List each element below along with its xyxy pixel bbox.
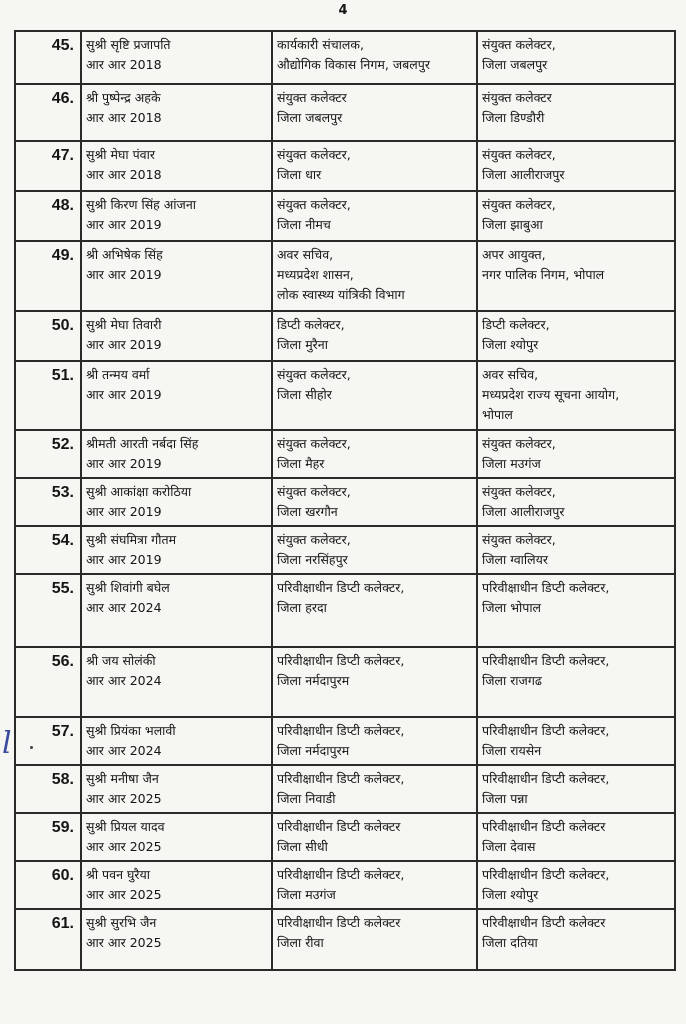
new-posting-line: नगर पालिक निगम, भोपाल bbox=[482, 267, 605, 282]
current-posting-line: जिला सीधी bbox=[277, 839, 328, 854]
current-posting-line: औद्योगिक विकास निगम, जबलपुर bbox=[277, 57, 430, 72]
new-posting-line: परिवीक्षाधीन डिप्टी कलेक्टर bbox=[482, 819, 606, 834]
current-posting-line: जिला मैहर bbox=[277, 456, 325, 471]
new-posting-line: अपर आयुक्त, bbox=[482, 247, 546, 262]
serial-number: 50. bbox=[15, 311, 81, 361]
officer-name: सुश्री किरण सिंह आंजना bbox=[86, 197, 196, 212]
serial-number: 52. bbox=[15, 430, 81, 478]
officer-name: सुश्री मनीषा जैन bbox=[86, 771, 159, 786]
officer-name: सुश्री मेघा पंवार bbox=[86, 147, 155, 162]
officer-batch: आर आर 2018 bbox=[86, 57, 162, 72]
new-posting-line: डिप्टी कलेक्टर, bbox=[482, 317, 550, 332]
current-posting-line: परिवीक्षाधीन डिप्टी कलेक्टर, bbox=[277, 653, 405, 668]
new-posting-cell bbox=[477, 241, 675, 311]
current-posting-line: जिला नर्मदापुरम bbox=[277, 743, 350, 758]
new-posting-cell bbox=[477, 717, 675, 765]
current-posting-line: परिवीक्षाधीन डिप्टी कलेक्टर, bbox=[277, 771, 405, 786]
serial-number: 48. bbox=[15, 191, 81, 241]
officer-cell bbox=[81, 430, 272, 478]
new-posting-line: जिला देवास bbox=[482, 839, 536, 854]
officer-name: श्री जय सोलंकी bbox=[86, 653, 156, 668]
officer-name: श्रीमती आरती नर्बदा सिंह bbox=[86, 436, 199, 451]
new-posting-line: जिला श्योपुर bbox=[482, 887, 539, 902]
current-posting-cell bbox=[272, 765, 477, 813]
new-posting-line: जिला डिण्डौरी bbox=[482, 110, 545, 125]
new-posting-line: संयुक्त कलेक्टर, bbox=[482, 484, 556, 499]
current-posting-line: संयुक्त कलेक्टर, bbox=[277, 147, 351, 162]
officer-name: सुश्री संघमित्रा गौतम bbox=[86, 532, 177, 547]
officer-batch: आर आर 2025 bbox=[86, 935, 162, 950]
officer-batch: आर आर 2019 bbox=[86, 552, 162, 567]
new-posting-line: जिला आलीराजपुर bbox=[482, 167, 565, 182]
current-posting-line: संयुक्त कलेक्टर, bbox=[277, 367, 351, 382]
new-posting-line: जिला दतिया bbox=[482, 935, 538, 950]
new-posting-line: मध्यप्रदेश राज्य सूचना आयोग, bbox=[482, 387, 620, 402]
new-posting-cell bbox=[477, 574, 675, 647]
transfer-table-body bbox=[15, 31, 675, 970]
new-posting-cell bbox=[477, 861, 675, 909]
table-row bbox=[15, 141, 675, 191]
current-posting-line: संयुक्त कलेक्टर, bbox=[277, 484, 351, 499]
table-row bbox=[15, 241, 675, 311]
officer-name: सुश्री मेघा तिवारी bbox=[86, 317, 162, 332]
current-posting-line: डिप्टी कलेक्टर, bbox=[277, 317, 345, 332]
current-posting-cell bbox=[272, 813, 477, 861]
new-posting-line: परिवीक्षाधीन डिप्टी कलेक्टर, bbox=[482, 580, 610, 595]
officer-name: सुश्री प्रियल यादव bbox=[86, 819, 165, 834]
table-row bbox=[15, 430, 675, 478]
new-posting-cell bbox=[477, 430, 675, 478]
new-posting-line: परिवीक्षाधीन डिप्टी कलेक्टर bbox=[482, 915, 606, 930]
new-posting-cell bbox=[477, 361, 675, 430]
current-posting-line: जिला खरगौन bbox=[277, 504, 338, 519]
new-posting-cell bbox=[477, 647, 675, 717]
officer-batch: आर आर 2025 bbox=[86, 839, 162, 854]
current-posting-line: परिवीक्षाधीन डिप्टी कलेक्टर bbox=[277, 819, 401, 834]
serial-number: 60. bbox=[15, 861, 81, 909]
serial-number: 49. bbox=[15, 241, 81, 311]
table-row bbox=[15, 478, 675, 526]
current-posting-cell bbox=[272, 861, 477, 909]
officer-cell bbox=[81, 647, 272, 717]
current-posting-cell bbox=[272, 361, 477, 430]
table-row bbox=[15, 526, 675, 574]
current-posting-line: जिला धार bbox=[277, 167, 322, 182]
new-posting-line: संयुक्त कलेक्टर bbox=[482, 90, 552, 105]
serial-number: 47. bbox=[15, 141, 81, 191]
table-row bbox=[15, 717, 675, 765]
new-posting-line: परिवीक्षाधीन डिप्टी कलेक्टर, bbox=[482, 771, 610, 786]
serial-number: 51. bbox=[15, 361, 81, 430]
new-posting-line: जिला मउगंज bbox=[482, 456, 541, 471]
page-number: 4 bbox=[338, 3, 348, 18]
new-posting-cell bbox=[477, 478, 675, 526]
officer-cell bbox=[81, 909, 272, 970]
current-posting-cell bbox=[272, 31, 477, 84]
serial-number: 56. bbox=[15, 647, 81, 717]
officer-name: सुश्री सृष्टि प्रजापति bbox=[86, 37, 171, 52]
officer-batch: आर आर 2019 bbox=[86, 217, 162, 232]
serial-number: 55. bbox=[15, 574, 81, 647]
current-posting-cell bbox=[272, 526, 477, 574]
current-posting-cell bbox=[272, 647, 477, 717]
current-posting-line: लोक स्वास्थ्य यांत्रिकी विभाग bbox=[277, 287, 405, 302]
current-posting-line: जिला नरसिंहपुर bbox=[277, 552, 348, 567]
officer-name: सुश्री सुरभि जैन bbox=[86, 915, 157, 930]
new-posting-line: जिला श्योपुर bbox=[482, 337, 539, 352]
officer-name: श्री तन्मय वर्मा bbox=[86, 367, 150, 382]
current-posting-line: जिला सीहोर bbox=[277, 387, 332, 402]
officer-cell bbox=[81, 813, 272, 861]
officer-cell bbox=[81, 361, 272, 430]
new-posting-cell bbox=[477, 909, 675, 970]
officer-batch: आर आर 2024 bbox=[86, 600, 162, 615]
current-posting-line: जिला नर्मदापुरम bbox=[277, 673, 350, 688]
table-row bbox=[15, 765, 675, 813]
new-posting-line: जिला जबलपुर bbox=[482, 57, 548, 72]
new-posting-line: जिला पन्ना bbox=[482, 791, 528, 806]
officer-name: श्री पुष्पेन्द्र अहके bbox=[86, 90, 161, 105]
new-posting-cell bbox=[477, 31, 675, 84]
officer-batch: आर आर 2019 bbox=[86, 504, 162, 519]
serial-number: 53. bbox=[15, 478, 81, 526]
officer-batch: आर आर 2019 bbox=[86, 337, 162, 352]
current-posting-line: मध्यप्रदेश शासन, bbox=[277, 267, 354, 282]
current-posting-line: अवर सचिव, bbox=[277, 247, 334, 262]
current-posting-line: जिला मुरैना bbox=[277, 337, 328, 352]
current-posting-cell bbox=[272, 478, 477, 526]
transfer-list-sheet bbox=[14, 30, 686, 1024]
table-row bbox=[15, 361, 675, 430]
current-posting-line: संयुक्त कलेक्टर, bbox=[277, 436, 351, 451]
current-posting-cell bbox=[272, 84, 477, 141]
new-posting-cell bbox=[477, 191, 675, 241]
new-posting-line: जिला राजगढ bbox=[482, 673, 542, 688]
new-posting-line: अवर सचिव, bbox=[482, 367, 539, 382]
current-posting-line: संयुक्त कलेक्टर bbox=[277, 90, 347, 105]
current-posting-cell bbox=[272, 191, 477, 241]
current-posting-line: संयुक्त कलेक्टर, bbox=[277, 197, 351, 212]
current-posting-line: संयुक्त कलेक्टर, bbox=[277, 532, 351, 547]
current-posting-line: जिला हरदा bbox=[277, 600, 327, 615]
officer-name: सुश्री आकांक्षा करोठिया bbox=[86, 484, 192, 499]
current-posting-cell bbox=[272, 430, 477, 478]
table-row bbox=[15, 909, 675, 970]
new-posting-line: संयुक्त कलेक्टर, bbox=[482, 197, 556, 212]
new-posting-line: जिला ग्वालियर bbox=[482, 552, 548, 567]
new-posting-line: भोपाल bbox=[482, 407, 513, 422]
officer-cell bbox=[81, 526, 272, 574]
new-posting-line: जिला आलीराजपुर bbox=[482, 504, 565, 519]
current-posting-cell bbox=[272, 574, 477, 647]
current-posting-line: परिवीक्षाधीन डिप्टी कलेक्टर bbox=[277, 915, 401, 930]
new-posting-line: परिवीक्षाधीन डिप्टी कलेक्टर, bbox=[482, 723, 610, 738]
serial-number: 59. bbox=[15, 813, 81, 861]
officer-cell bbox=[81, 191, 272, 241]
new-posting-cell bbox=[477, 526, 675, 574]
officer-name: सुश्री प्रियंका भलावी bbox=[86, 723, 176, 738]
table-row bbox=[15, 31, 675, 84]
new-posting-line: संयुक्त कलेक्टर, bbox=[482, 436, 556, 451]
current-posting-line: जिला रीवा bbox=[277, 935, 324, 950]
new-posting-line: परिवीक्षाधीन डिप्टी कलेक्टर, bbox=[482, 867, 610, 882]
handwritten-margin-mark: l bbox=[2, 726, 12, 761]
table-row bbox=[15, 861, 675, 909]
current-posting-line: जिला निवाडी bbox=[277, 791, 336, 806]
current-posting-cell bbox=[272, 909, 477, 970]
officer-name: सुश्री शिवांगी बघेल bbox=[86, 580, 170, 595]
new-posting-cell bbox=[477, 84, 675, 141]
officer-cell bbox=[81, 84, 272, 141]
officer-cell bbox=[81, 241, 272, 311]
current-posting-line: कार्यकारी संचालक, bbox=[277, 37, 364, 52]
table-row bbox=[15, 311, 675, 361]
officer-batch: आर आर 2018 bbox=[86, 110, 162, 125]
new-posting-cell bbox=[477, 311, 675, 361]
officer-cell bbox=[81, 311, 272, 361]
current-posting-cell bbox=[272, 241, 477, 311]
serial-number: 57. bbox=[15, 717, 81, 765]
new-posting-line: परिवीक्षाधीन डिप्टी कलेक्टर, bbox=[482, 653, 610, 668]
new-posting-line: संयुक्त कलेक्टर, bbox=[482, 532, 556, 547]
table-row bbox=[15, 574, 675, 647]
current-posting-line: जिला नीमच bbox=[277, 217, 331, 232]
current-posting-cell bbox=[272, 141, 477, 191]
new-posting-cell bbox=[477, 141, 675, 191]
transfer-table bbox=[14, 30, 676, 971]
officer-batch: आर आर 2024 bbox=[86, 673, 162, 688]
new-posting-line: संयुक्त कलेक्टर, bbox=[482, 147, 556, 162]
new-posting-line: जिला भोपाल bbox=[482, 600, 542, 615]
current-posting-line: जिला जबलपुर bbox=[277, 110, 343, 125]
officer-batch: आर आर 2025 bbox=[86, 791, 162, 806]
officer-name: श्री पवन घुरैया bbox=[86, 867, 151, 882]
current-posting-line: परिवीक्षाधीन डिप्टी कलेक्टर, bbox=[277, 867, 405, 882]
serial-number: 46. bbox=[15, 84, 81, 141]
officer-batch: आर आर 2019 bbox=[86, 387, 162, 402]
officer-cell bbox=[81, 141, 272, 191]
officer-cell bbox=[81, 861, 272, 909]
new-posting-cell bbox=[477, 765, 675, 813]
current-posting-cell bbox=[272, 717, 477, 765]
current-posting-cell bbox=[272, 311, 477, 361]
officer-batch: आर आर 2019 bbox=[86, 267, 162, 282]
officer-name: श्री अभिषेक सिंह bbox=[86, 247, 163, 262]
new-posting-line: जिला रायसेन bbox=[482, 743, 542, 758]
new-posting-line: जिला झाबुआ bbox=[482, 217, 543, 232]
officer-batch: आर आर 2018 bbox=[86, 167, 162, 182]
officer-cell bbox=[81, 478, 272, 526]
table-row bbox=[15, 647, 675, 717]
officer-cell bbox=[81, 765, 272, 813]
officer-cell bbox=[81, 31, 272, 84]
new-posting-line: संयुक्त कलेक्टर, bbox=[482, 37, 556, 52]
table-row bbox=[15, 84, 675, 141]
current-posting-line: परिवीक्षाधीन डिप्टी कलेक्टर, bbox=[277, 723, 405, 738]
officer-cell bbox=[81, 717, 272, 765]
current-posting-line: जिला मउगंज bbox=[277, 887, 336, 902]
current-posting-line: परिवीक्षाधीन डिप्टी कलेक्टर, bbox=[277, 580, 405, 595]
officer-batch: आर आर 2025 bbox=[86, 887, 162, 902]
officer-batch: आर आर 2019 bbox=[86, 456, 162, 471]
serial-number: 58. bbox=[15, 765, 81, 813]
serial-number: 54. bbox=[15, 526, 81, 574]
new-posting-cell bbox=[477, 813, 675, 861]
officer-cell bbox=[81, 574, 272, 647]
table-row bbox=[15, 813, 675, 861]
serial-number: 61. bbox=[15, 909, 81, 970]
serial-number: 45. bbox=[15, 31, 81, 84]
table-row bbox=[15, 191, 675, 241]
officer-batch: आर आर 2024 bbox=[86, 743, 162, 758]
